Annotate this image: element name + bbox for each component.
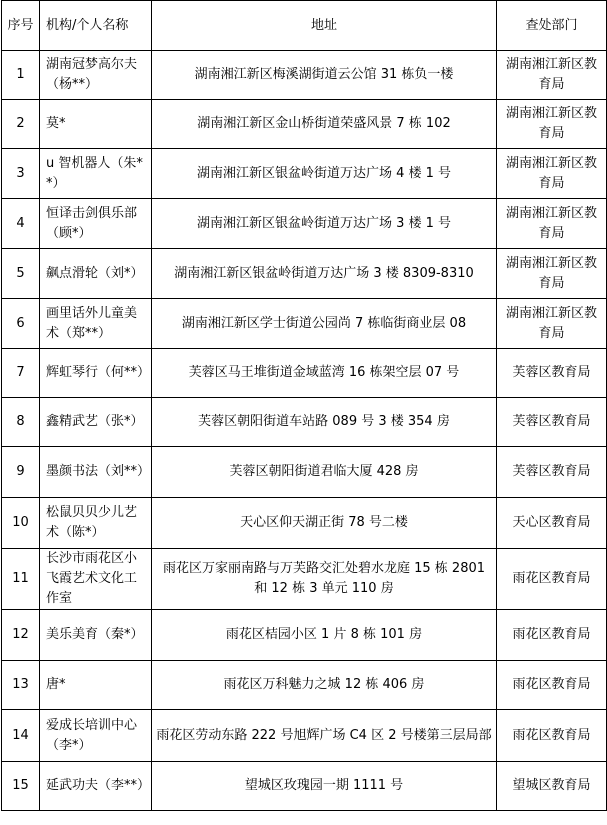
table-row: [2, 498, 607, 549]
table-row: [2, 661, 607, 710]
row-index: 11: [2, 549, 40, 610]
row-index: 5: [2, 249, 40, 299]
row-org: 辉虹琴行（何**）: [40, 349, 152, 398]
row-address: 湖南湘江新区银盆岭街道万达广场 4 楼 1 号: [152, 149, 497, 199]
header-address: 地址: [152, 1, 497, 51]
row-address: 湖南湘江新区金山桥街道荣盛风景 7 栋 102: [152, 100, 497, 149]
row-org: 美乐美育（秦*）: [40, 610, 152, 661]
table-row: [2, 299, 607, 349]
table-row: [2, 447, 607, 498]
row-index: 7: [2, 349, 40, 398]
table-body: [2, 51, 607, 811]
row-dept: 芙蓉区教育局: [497, 398, 607, 447]
row-index: 10: [2, 498, 40, 549]
row-org: 延武功夫（李**）: [40, 762, 152, 811]
row-org: u 智机器人（朱**）: [40, 149, 152, 199]
row-dept: 雨花区教育局: [497, 610, 607, 661]
row-address: 雨花区劳动东路 222 号旭辉广场 C4 区 2 号楼第三层局部: [152, 710, 497, 762]
row-address: 天心区仰天湖正街 78 号二楼: [152, 498, 497, 549]
row-dept: 湖南湘江新区教育局: [497, 249, 607, 299]
table-row: [2, 398, 607, 447]
row-dept: 雨花区教育局: [497, 661, 607, 710]
header-dept: 查处部门: [497, 1, 607, 51]
row-address: 雨花区万家丽南路与万芙路交汇处碧水龙庭 15 栋 2801 和 12 栋 3 单元 110 房: [152, 549, 497, 610]
row-index: 4: [2, 199, 40, 249]
records-table: [1, 0, 607, 811]
row-address: 芙蓉区朝阳街道君临大厦 428 房: [152, 447, 497, 498]
row-org: 唐*: [40, 661, 152, 710]
table-row: [2, 51, 607, 100]
row-index: 2: [2, 100, 40, 149]
header-org: 机构/个人名称: [40, 1, 152, 51]
row-org: 画里话外儿童美术（郑**）: [40, 299, 152, 349]
row-address: 湖南湘江新区梅溪湖街道云公馆 31 栋负一楼: [152, 51, 497, 100]
row-org: 恒译击剑俱乐部（顾*）: [40, 199, 152, 249]
table-row: [2, 199, 607, 249]
row-dept: 湖南湘江新区教育局: [497, 149, 607, 199]
row-address: 芙蓉区朝阳街道车站路 089 号 3 楼 354 房: [152, 398, 497, 447]
table-row: [2, 149, 607, 199]
row-index: 13: [2, 661, 40, 710]
table-row: [2, 610, 607, 661]
row-dept: 湖南湘江新区教育局: [497, 100, 607, 149]
table-header-row: [2, 1, 607, 51]
table-row: [2, 249, 607, 299]
row-dept: 雨花区教育局: [497, 710, 607, 762]
row-address: 芙蓉区马王堆街道金域蓝湾 16 栋架空层 07 号: [152, 349, 497, 398]
table-row: [2, 100, 607, 149]
row-index: 14: [2, 710, 40, 762]
row-dept: 湖南湘江新区教育局: [497, 199, 607, 249]
row-org: 湖南冠梦高尔夫（杨**）: [40, 51, 152, 100]
row-org: 莫*: [40, 100, 152, 149]
row-address: 雨花区万科魅力之城 12 栋 406 房: [152, 661, 497, 710]
table-row: [2, 349, 607, 398]
row-address: 望城区玫瑰园一期 1111 号: [152, 762, 497, 811]
row-dept: 湖南湘江新区教育局: [497, 51, 607, 100]
row-address: 湖南湘江新区学士街道公园尚 7 栋临街商业层 08: [152, 299, 497, 349]
header-index: 序号: [2, 1, 40, 51]
row-index: 8: [2, 398, 40, 447]
row-org: 爱成长培训中心（李*）: [40, 710, 152, 762]
row-org: 鑫精武艺（张*）: [40, 398, 152, 447]
row-index: 12: [2, 610, 40, 661]
table-row: [2, 710, 607, 762]
row-org: 长沙市雨花区小飞霞艺术文化工作室: [40, 549, 152, 610]
row-index: 6: [2, 299, 40, 349]
row-dept: 天心区教育局: [497, 498, 607, 549]
row-dept: 芙蓉区教育局: [497, 349, 607, 398]
row-address: 湖南湘江新区银盆岭街道万达广场 3 楼 8309-8310: [152, 249, 497, 299]
row-dept: 望城区教育局: [497, 762, 607, 811]
row-index: 9: [2, 447, 40, 498]
row-address: 雨花区桔园小区 1 片 8 栋 101 房: [152, 610, 497, 661]
row-org: 松鼠贝贝少儿艺术（陈*）: [40, 498, 152, 549]
row-org: 墨颜书法（刘**）: [40, 447, 152, 498]
table-row: [2, 762, 607, 811]
row-address: 湖南湘江新区银盆岭街道万达广场 3 楼 1 号: [152, 199, 497, 249]
row-dept: 湖南湘江新区教育局: [497, 299, 607, 349]
row-index: 15: [2, 762, 40, 811]
table-row: [2, 549, 607, 610]
row-org: 飙点滑轮（刘*）: [40, 249, 152, 299]
row-dept: 雨花区教育局: [497, 549, 607, 610]
row-index: 3: [2, 149, 40, 199]
row-dept: 芙蓉区教育局: [497, 447, 607, 498]
row-index: 1: [2, 51, 40, 100]
